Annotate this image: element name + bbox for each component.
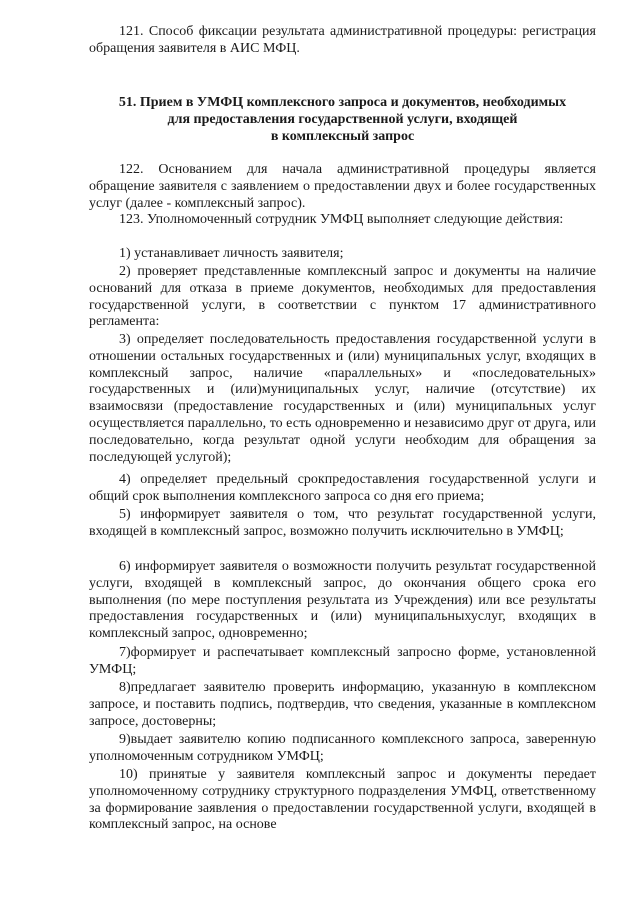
action-item-3: 3) определяет последовательность предоставления государственной услуги в отношении остальных государственных и (или) муниципальных услуг, входящих в комплексный запрос, наличие «параллельных» и «последовательных» государственных и (или)муниципальных услуг, наличие (отсутствие) их взаимосвязи (предоставление государственных и (или) муниципальных услуг осуществляется параллельно, то есть одновременно и независимо друг от друга, или последовательно, когда результат одной услуги необходим для обращения за последующей услугой); — [89, 332, 596, 465]
action-item-9: 9)выдает заявителю копию подписанного комплексного запроса, заверенную уполномоченным сотрудником УМФЦ; — [89, 732, 596, 764]
action-item-10: 10) принятые у заявителя комплексный запрос и документы передает уполномоченному сотруднику структурного подразделения УМФЦ, ответственному за формирование заявления о предоставлении государственной услуги, входящей в комплексный запрос, на основе — [89, 767, 596, 833]
paragraph-121: 121. Способ фиксации результата административной процедуры: регистрация обращения заявителя в АИС МФЦ. — [89, 24, 596, 56]
action-item-1: 1) устанавливает личность заявителя; — [119, 246, 344, 261]
action-item-6: 6) информирует заявителя о возможности получить результат государственной услуги, входящей в комплексный запрос, до окончания общего срока его выполнения (по мере поступления результата из Учреждения) или все результаты предоставления государственных и (или) муниципальныхуслуг, входящих в комплексный запрос, одновременно; — [89, 559, 596, 642]
action-item-2: 2) проверяет представленные комплексный запрос и документы на наличие оснований для отказа в приеме документов, необходимых для предоставления государственной услуги, в соответствии с пунктом 17 административного регламента: — [89, 264, 596, 330]
action-item-7: 7)формирует и распечатывает комплексный запросно форме, установленной УМФЦ; — [89, 645, 596, 677]
action-item-8: 8)предлагает заявителю проверить информацию, указанную в комплексном запросе, и поставить подпись, подтвердив, что сведения, указанные в комплексном запросе, достоверны; — [89, 680, 596, 729]
section-heading-line-3: в комплексный запрос — [270, 129, 415, 144]
action-item-5: 5) информирует заявителя о том, что результат государственной услуги, входящей в комплексный запрос, возможно получить исключительно в УМФЦ; — [89, 507, 596, 539]
section-heading-line-2: для предоставления государственной услуги, входящей — [167, 112, 518, 127]
paragraph-123: 123. Уполномоченный сотрудник УМФЦ выполняет следующие действия: — [119, 212, 564, 227]
action-item-4: 4) определяет предельный срокпредоставления государственной услуги и общий срок выполнения комплексного запроса со дня его приема; — [89, 472, 596, 504]
section-heading-line-1: 51. Прием в УМФЦ комплексного запроса и документов, необходимых — [118, 95, 567, 110]
section-heading — [89, 94, 596, 145]
paragraph-122: 122. Основанием для начала административной процедуры является обращение заявителя с заявлением о предоставлении двух и более государственных услуг (далее - комплексный запрос). — [89, 162, 596, 211]
